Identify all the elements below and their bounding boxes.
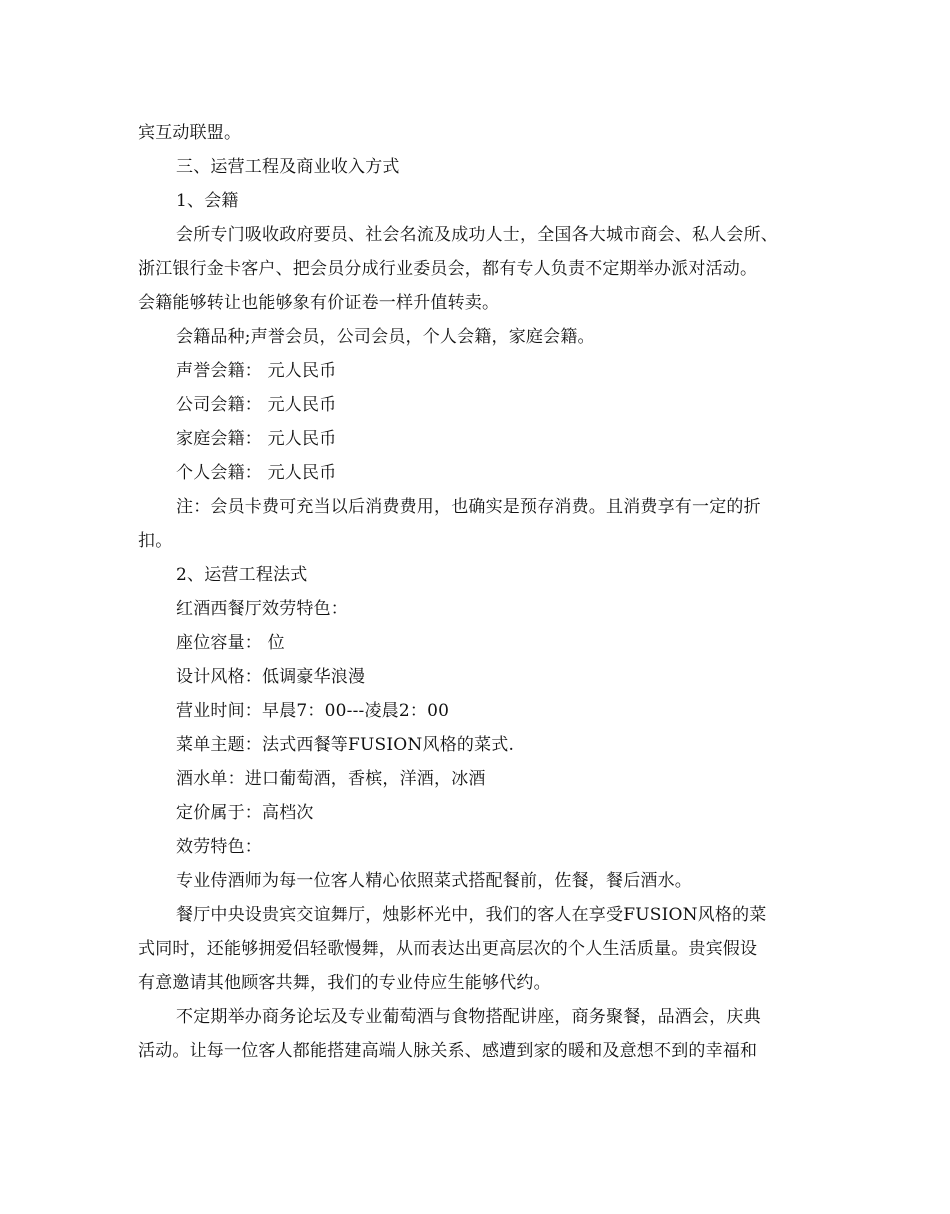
feature-line: 定价属于：高档次 [176,803,314,823]
section-heading: 三、运营工程及商业收入方式 [176,157,400,177]
membership-price-line: 个人会籍： 元人民币 [176,463,337,483]
paragraph-line: 餐厅中央设贵宾交谊舞厅，烛影杯光中，我们的客人在享受FUSION风格的菜 [176,905,767,925]
feature-line: 设计风格：低调豪华浪漫 [176,667,366,687]
feature-line: 营业时间：早晨7：00---凌晨2：00 [176,701,450,721]
paragraph-line: 会籍品种;声誉会员，公司会员，个人会籍，家庭会籍。 [176,327,595,347]
note-line: 扣。 [138,531,173,551]
document-body [138,116,828,1068]
paragraph-line: 宾互动联盟。 [138,123,242,143]
feature-line: 效劳特色： [176,837,262,857]
subsection-heading: 2、运营工程法式 [176,565,308,585]
paragraph-line: 活动。让每一位客人都能搭建高端人脉关系、感遭到家的暖和及意想不到的幸福和 [138,1041,758,1061]
paragraph-line: 不定期举办商务论坛及专业葡萄酒与食物搭配讲座，商务聚餐，品酒会，庆典 [176,1007,761,1027]
paragraph-line: 浙江银行金卡客户、把会员分成行业委员会，都有专人负责不定期举办派对活动。 [138,259,758,279]
membership-price-line: 公司会籍： 元人民币 [176,395,337,415]
feature-line: 酒水单：进口葡萄酒，香槟，洋酒，冰酒 [176,769,486,789]
paragraph-line: 会所专门吸收政府要员、社会名流及成功人士，全国各大城市商会、私人会所、 [176,225,778,245]
subsection-heading: 1、会籍 [176,191,239,211]
paragraph-line: 会籍能够转让也能够象有价证卷一样升值转卖。 [138,293,500,313]
paragraph-line: 专业侍酒师为每一位客人精心依照菜式搭配餐前，佐餐，餐后酒水。 [176,871,692,891]
membership-price-line: 家庭会籍： 元人民币 [176,429,337,449]
feature-line: 座位容量： 位 [176,633,285,653]
membership-price-line: 声誉会籍： 元人民币 [176,361,337,381]
paragraph-line: 式同时，还能够拥爱侣轻歌慢舞，从而表达出更高层次的个人生活质量。贵宾假设 [138,939,758,959]
feature-line: 菜单主题：法式西餐等FUSION风格的菜式. [176,735,515,755]
paragraph-line: 红酒西餐厅效劳特色： [176,599,348,619]
note-line: 注：会员卡费可充当以后消费费用，也确实是预存消费。且消费享有一定的折 [176,497,761,517]
paragraph-line: 有意邀请其他顾客共舞，我们的专业侍应生能够代约。 [138,973,551,993]
